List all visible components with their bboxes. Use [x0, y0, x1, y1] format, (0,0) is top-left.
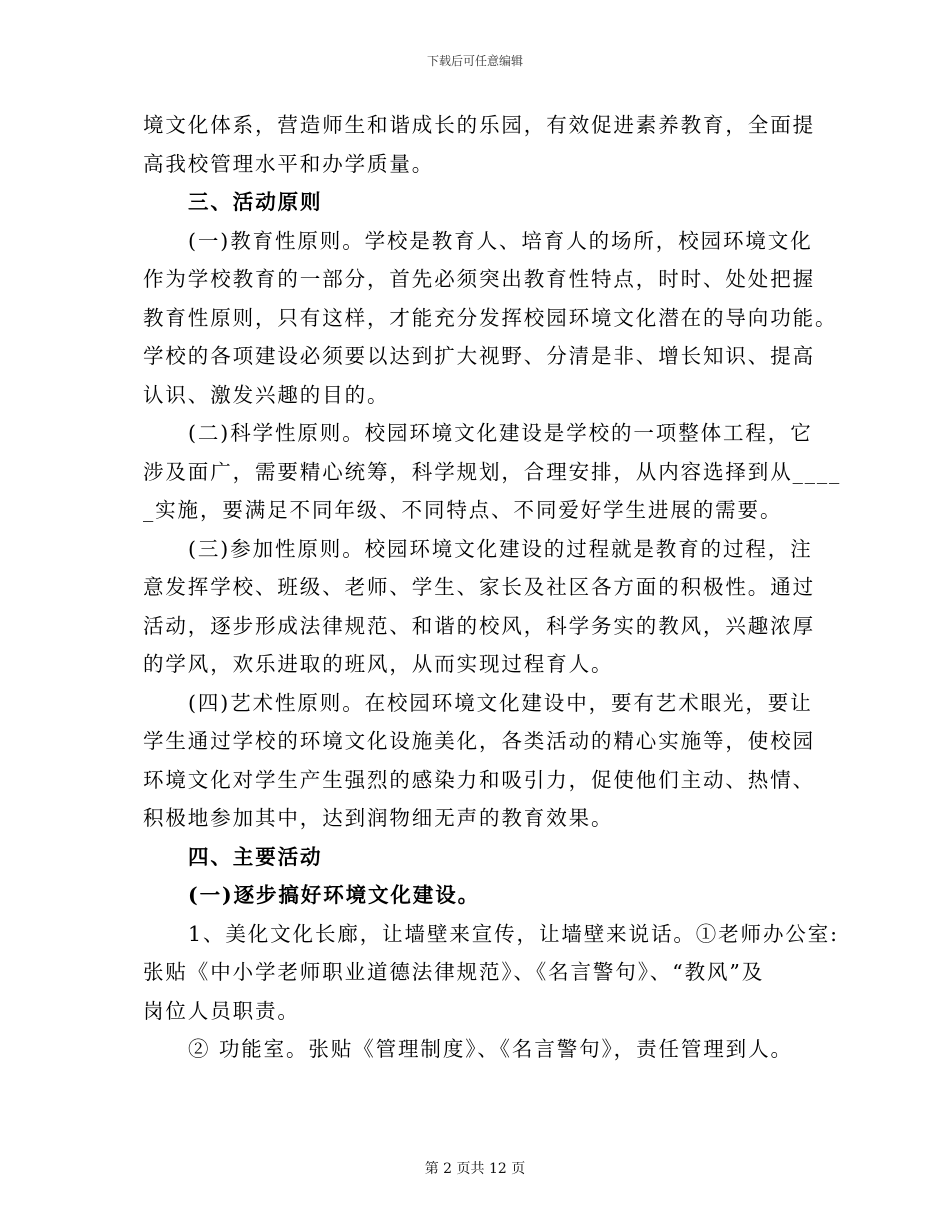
- body-line: 意发挥学校、班级、老师、学生、家长及社区各方面的积极性。通过: [143, 575, 815, 599]
- page-header: 下载后可任意编辑: [426, 54, 523, 68]
- page-footer: 第 2 页共 12 页: [424, 1161, 526, 1177]
- body-line: 教育性原则，只有这样，才能充分发挥校园环境文化潜在的导向功能。: [143, 305, 838, 330]
- body-line: 学生通过学校的环境文化设施美化，各类活动的精心实施等，使校园: [143, 729, 815, 753]
- body-line: 岗位人员职责。: [143, 998, 300, 1023]
- paragraph-start: (四)艺术性原则。在校园环境文化建设中，要有艺术眼光，要让: [188, 690, 813, 715]
- body-line: 张贴《中小学老师职业道德法律规范》、《名言警句》、“教风”及: [143, 960, 765, 984]
- body-line: 高我校管理水平和办学质量。: [143, 151, 435, 176]
- section-heading: 三、活动原则: [188, 190, 323, 214]
- body-line: 环境文化对学生产生强烈的感染力和吸引力，促使他们主动、热情、: [143, 767, 815, 792]
- document-body: [143, 106, 842, 1069]
- body-line: 积极地参加其中，达到润物细无声的教育效果。: [143, 806, 614, 830]
- body-line: 的学风，欢乐进取的班风，从而实现过程育人。: [143, 652, 614, 676]
- body-line: 学校的各项建设必须要以达到扩大视野、分清是非、增长知识、提高: [143, 344, 815, 368]
- section-heading: 四、主要活动: [188, 844, 323, 869]
- paragraph-start: (一)教育性原则。学校是教育人、培育人的场所，校园环境文化: [188, 228, 813, 253]
- body-line: 境文化体系，营造师生和谐成长的乐园，有效促进素养教育，全面提: [143, 113, 815, 137]
- body-line: 认识、激发兴趣的目的。: [143, 382, 390, 407]
- paragraph-start: (三)参加性原则。校园环境文化建设的过程就是教育的过程，注: [188, 536, 813, 561]
- body-line: 作为学校教育的一部分，首先必须突出教育性特点，时时、处处把握: [143, 267, 815, 291]
- paragraph-start: ② 功能室。张贴《管理制度》、《名言警句》，责任管理到人。: [188, 1037, 793, 1061]
- body-line: 涉及面广，需要精心统筹，科学规划，合理安排，从内容选择到从____: [143, 459, 842, 484]
- body-line: _实施，要满足不同年级、不同特点、不同爱好学生进展的需要。: [143, 498, 783, 522]
- subsection-heading: (一)逐步搞好环境文化建设。: [188, 883, 480, 907]
- body-line: 活动，逐步形成法律规范、和谐的校风，科学务实的教风，兴趣浓厚: [143, 613, 815, 638]
- paragraph-start: (二)科学性原则。校园环境文化建设是学校的一项整体工程，它: [188, 421, 813, 445]
- paragraph-start: 1、美化文化长廊，让墙壁来宣传，让墙壁来说话。①老师办公室:: [188, 921, 839, 946]
